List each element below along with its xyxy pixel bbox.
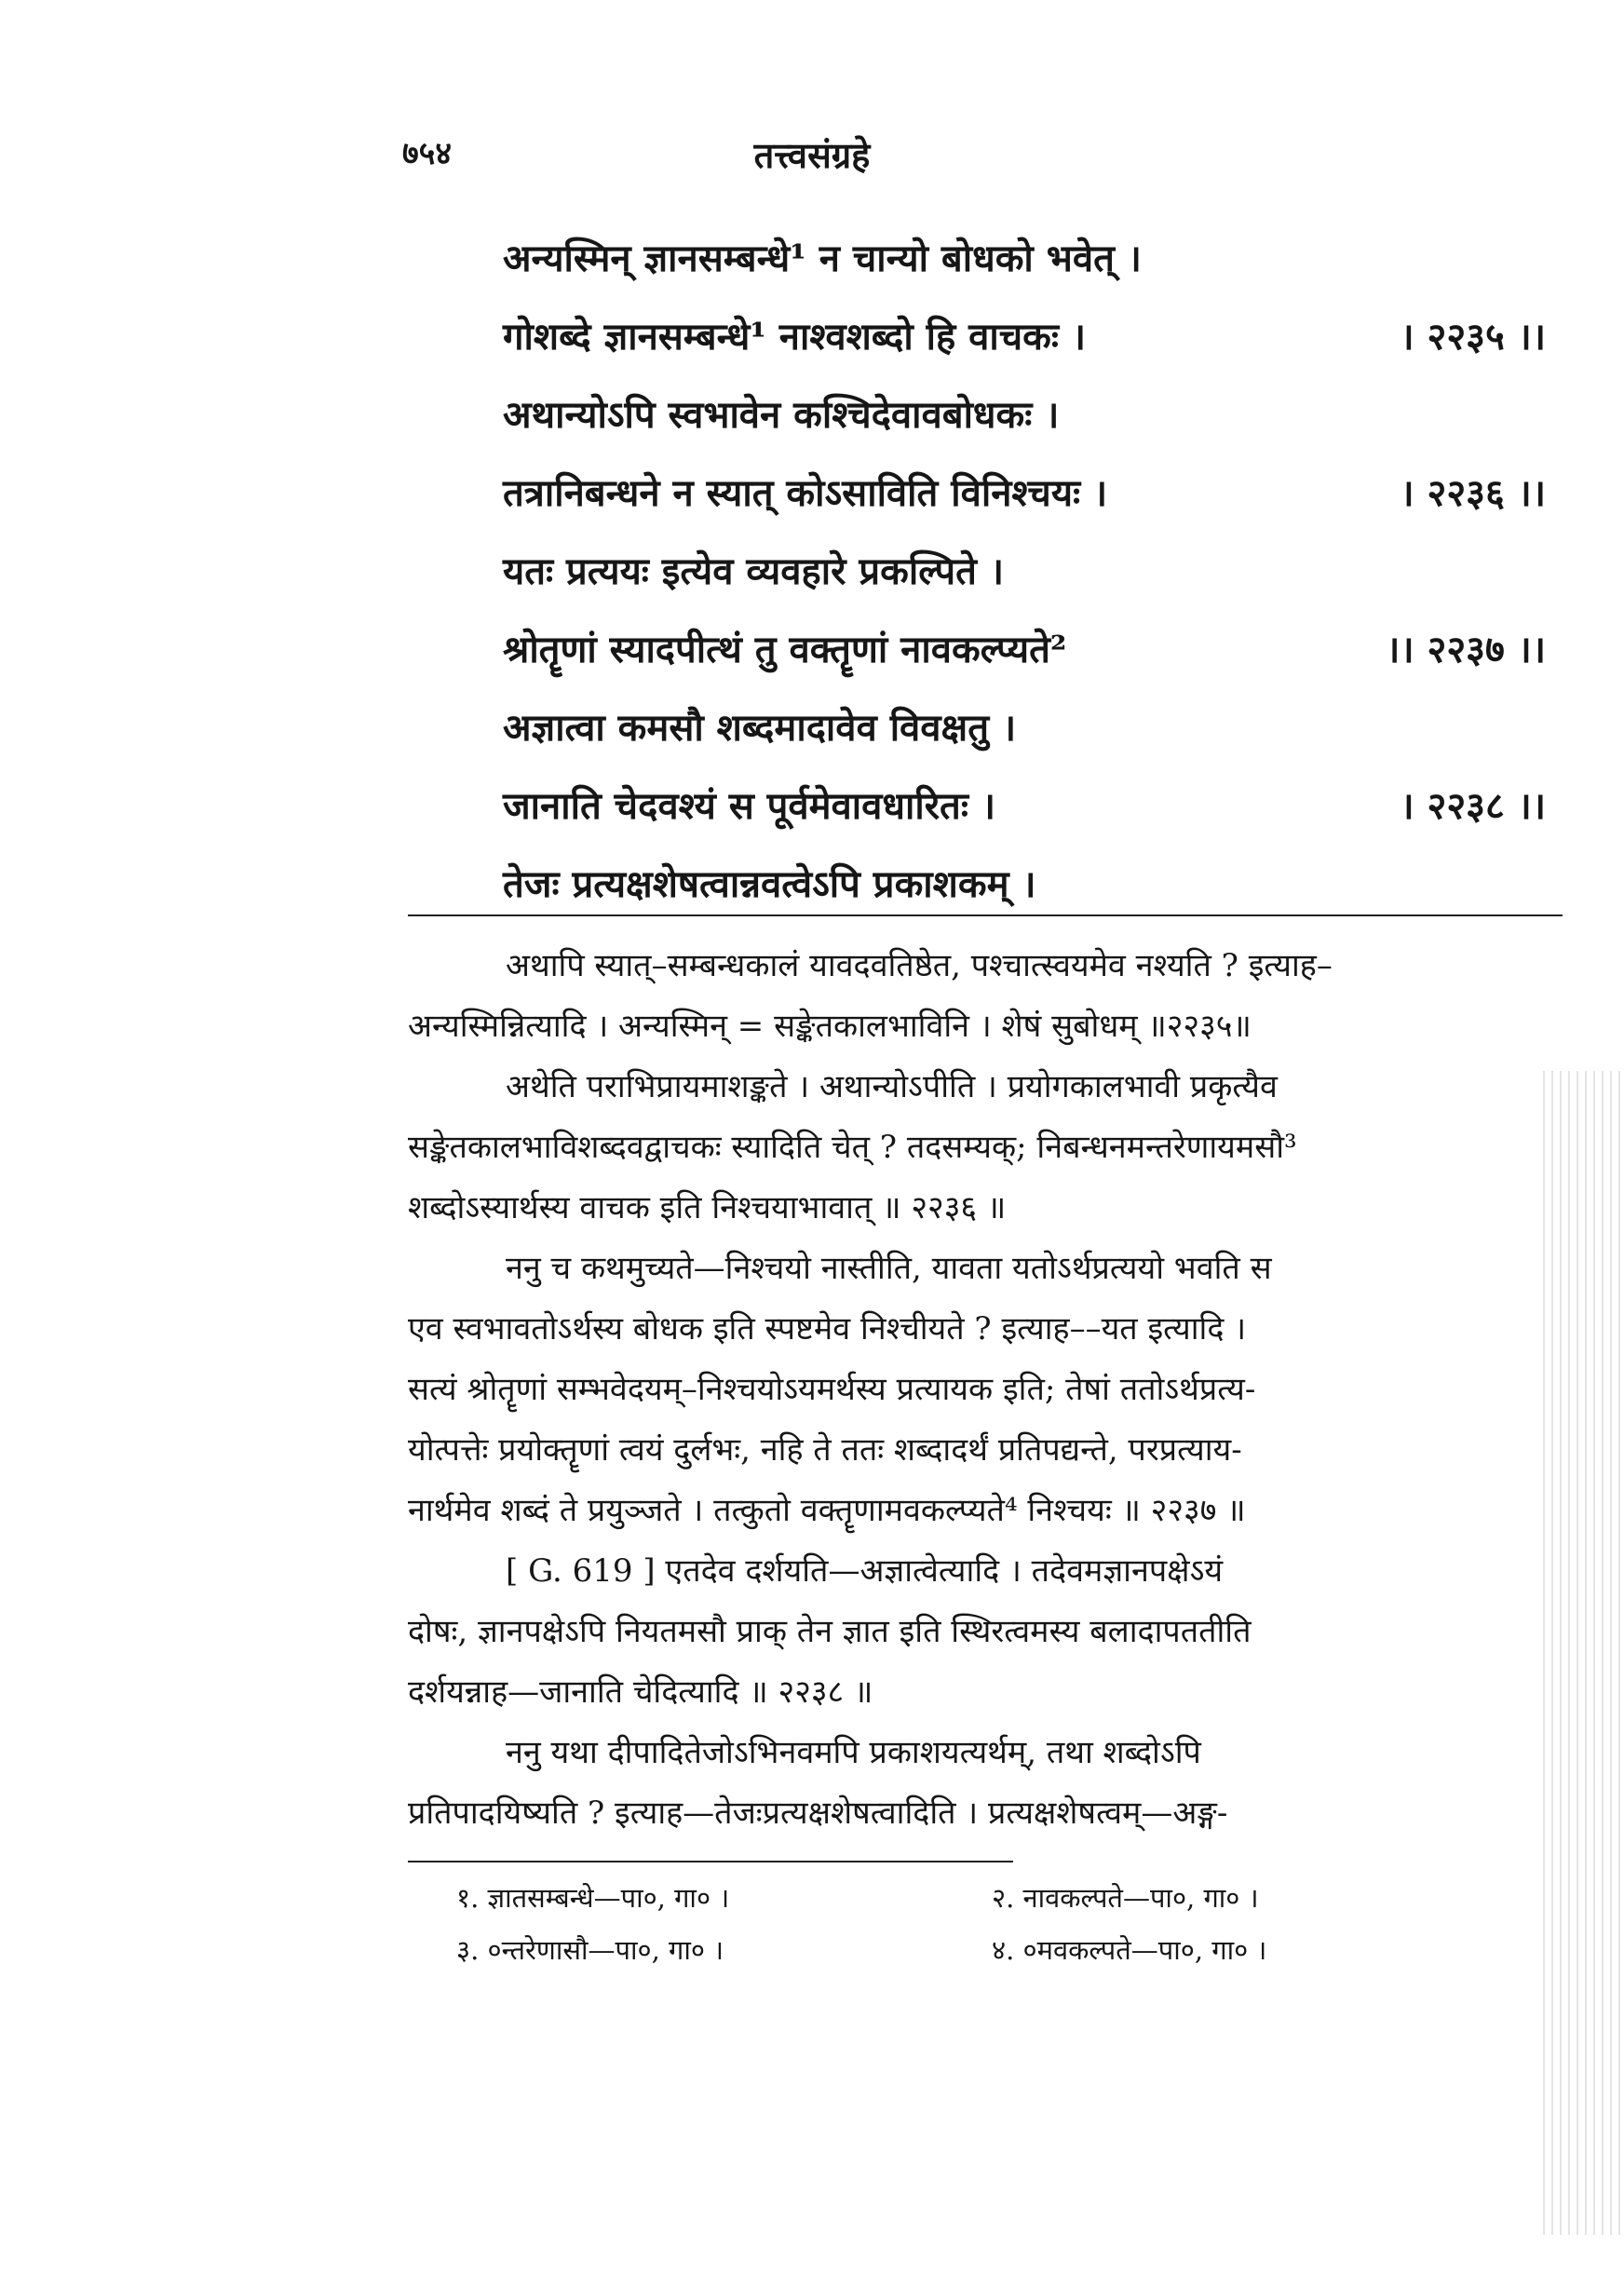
verse-commentary-divider xyxy=(408,914,1563,916)
verse-text: जानाति चेदवश्यं स पूर्वमेवावधारितः । xyxy=(503,784,996,828)
footnote-row xyxy=(456,1872,1527,1924)
commentary-block xyxy=(408,936,1563,1844)
commentary-line: दोषः, ज्ञानपक्षेऽपि नियतमसौ प्राक् तेन ज्ञात इति स्थिरत्वमस्य बलादापततीति xyxy=(408,1613,1252,1650)
page-number: ७५४ xyxy=(402,135,453,172)
commentary-line: सत्यं श्रोतॄणां सम्भवेदयम्–निश्चयोऽयमर्थस्य प्रत्यायक इति; तेषां ततोऽर्थप्रत्य- xyxy=(408,1371,1256,1408)
verse-line xyxy=(503,544,1546,622)
verse-text: श्रोतॄणां स्यादपीत्थं तु वक्तॄणां नावकल्प्यते² xyxy=(503,628,1067,671)
verse-text: अन्यस्मिन् ज्ञानसम्बन्धे¹ न चान्यो बोधको भवेत् । xyxy=(503,237,1142,280)
commentary-line: [ G. 619 ] एतदेव दर्शयति—अज्ञात्वेत्यादि । तदेवमज्ञानपक्षेऽयं xyxy=(506,1552,1224,1590)
verse-text: गोशब्दे ज्ञानसम्बन्धे¹ नाश्वशब्दो हि वाचकः । xyxy=(503,315,1087,359)
commentary-line: एव स्वभावतोऽर्थस्य बोधक इति स्पष्टमेव निश्चीयते ? इत्याह––यत इत्यादि । xyxy=(408,1310,1247,1348)
verse-number: ।। २२३७ ।। xyxy=(1386,628,1546,671)
commentary-line: शब्दोऽस्यार्थस्य वाचक इति निश्चयाभावात् ॥ २२३६ ॥ xyxy=(408,1189,1007,1226)
footnote: ४. ०मवकल्पते—पा०, गा० । xyxy=(992,1934,1267,1966)
verse-text: तत्रानिबन्धने न स्यात् कोऽसाविति विनिश्चयः । xyxy=(503,471,1108,515)
verse-line xyxy=(503,387,1546,466)
verse-line xyxy=(503,857,1546,935)
footnote-row xyxy=(456,1924,1527,1976)
commentary-line: दर्शयन्नाह—जानाति चेदित्यादि ॥ २२३८ ॥ xyxy=(408,1673,873,1711)
commentary-line: ननु यथा दीपादितेजोऽभिनवमपि प्रकाशयत्यर्थम्, तथा शब्दोऽपि xyxy=(506,1734,1201,1771)
verse-line xyxy=(503,700,1546,779)
verse-text: तेजः प्रत्यक्षशेषत्वान्नवत्वेऽपि प्रकाशकम् । xyxy=(503,862,1036,906)
verse-line xyxy=(503,309,1546,387)
footnotes xyxy=(456,1872,1527,1976)
commentary-line: अथापि स्यात्–सम्बन्धकालं यावदवतिष्ठेत, पश्चात्स्वयमेव नश्यति ? इत्याह– xyxy=(506,947,1333,984)
commentary-line: प्रतिपादयिष्यति ? इत्याह—तेजःप्रत्यक्षशेषत्वादिति । प्रत्यक्षशेषत्वम्—अङ्ग- xyxy=(408,1795,1228,1832)
verse-text: अज्ञात्वा कमसौ शब्दमादावेव विवक्षतु । xyxy=(503,706,1017,750)
running-title: तत्त्वसंग्रहे xyxy=(753,134,871,176)
verse-line xyxy=(503,622,1546,700)
commentary-line: योत्पत्तेः प्रयोक्तॄणां त्वयं दुर्लभः, नहि ते ततः शब्दादर्थं प्रतिपद्यन्ते, परप्रत्याय- xyxy=(408,1431,1242,1469)
verse-number: । २२३६ ।। xyxy=(1400,471,1546,515)
commentary-line: नार्थमेव शब्दं ते प्रयुञ्जते । तत्कुतो वक्तॄणामवकल्प्यते⁴ निश्चयः ॥ २२३७ ॥ xyxy=(408,1492,1246,1529)
commentary-line: अन्यस्मिन्नित्यादि । अन्यस्मिन् = सङ्केतकालभाविनि । शेषं सुबोधम् ॥२२३५॥ xyxy=(408,1008,1252,1045)
footnote: १. ज्ञातसम्बन्धे—पा०, गा० । xyxy=(456,1882,730,1914)
commentary-line: सङ्केतकालभाविशब्दवद्वाचकः स्यादिति चेत् ? तदसम्यक्; निबन्धनमन्तरेणायमसौ³ xyxy=(408,1129,1297,1166)
verse-number: । २२३८ ।। xyxy=(1400,784,1546,828)
verse-text: अथान्योऽपि स्वभावेन कश्चिदेवावबोधकः । xyxy=(503,393,1060,437)
footnote-divider xyxy=(408,1861,1013,1862)
verse-line xyxy=(503,231,1546,309)
commentary-line: ननु च कथमुच्यते—निश्चयो नास्तीति, यावता यतोऽर्थप्रत्ययो भवति स xyxy=(506,1250,1272,1287)
verse-block xyxy=(503,231,1546,935)
page-header xyxy=(0,130,1624,186)
verse-line xyxy=(503,779,1546,857)
verse-text: यतः प्रत्ययः इत्येव व्यवहारे प्रकल्पिते । xyxy=(503,549,1004,593)
verse-number: । २२३५ ।। xyxy=(1400,315,1546,359)
commentary-line: अथेति पराभिप्रायमाशङ्कते । अथान्योऽपीति । प्रयोगकालभावी प्रकृत्यैव xyxy=(506,1068,1278,1105)
verse-line xyxy=(503,466,1546,544)
footnote: ३. ०न्तरेणासौ—पा०, गा० । xyxy=(456,1934,724,1966)
footnote: २. नावकल्पते—पा०, गा० । xyxy=(992,1882,1259,1914)
